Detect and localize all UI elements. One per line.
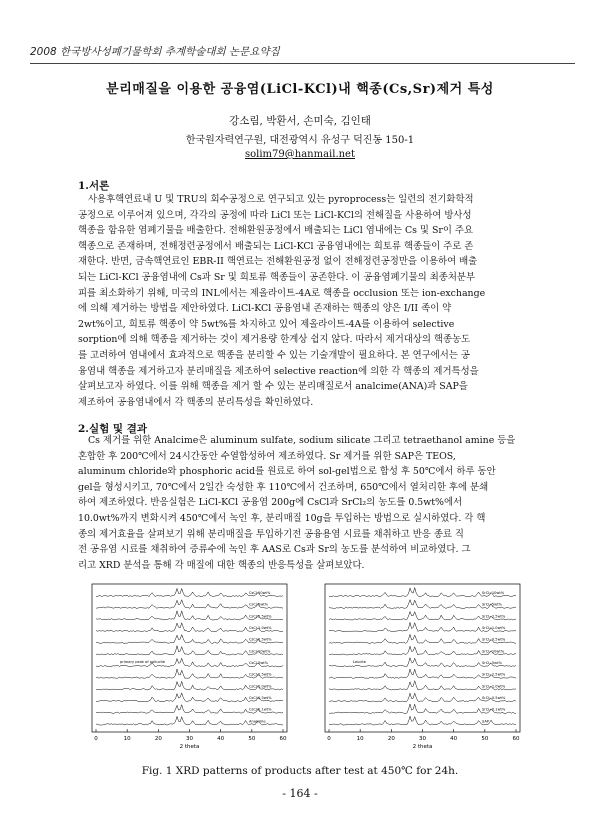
text-line: 전 공유염 시료를 채취하여 증류수에 녹인 후 AAS로 Cs과 Sr의 농도를 분석하여 비교하였다. 그 bbox=[78, 544, 471, 556]
x-tick-label: 60 bbox=[279, 736, 287, 742]
trace-label: CsCl 5wt% bbox=[249, 602, 269, 607]
xrd-plot-right bbox=[315, 580, 530, 750]
trace-label: SrCl₂ 5wt% bbox=[482, 661, 502, 665]
text-line: 되는 LiCl-KCl 공융염내에 Cs과 Sr 및 희토류 핵종들이 공존한다. 이 공융염폐기물의 최종처분부 bbox=[78, 271, 475, 283]
x-tick-label: 40 bbox=[450, 736, 458, 742]
text-line: 10.0wt%까지 변화시켜 450℃에서 녹인 후, 분리매질 10g을 투입하는 방법으로 실시하였다. 각 핵 bbox=[78, 512, 486, 524]
text-line: 에 의해 제거하는 방법을 제안하였다. LiCl-KCl 공융염내 존재하는 핵종의 양은 I/II 족이 약 bbox=[78, 303, 452, 315]
intro-paragraph bbox=[78, 192, 526, 410]
x-tick-label: 50 bbox=[248, 736, 256, 742]
affiliation: 한국원자력연구원, 대전광역시 유성구 덕진동 150-1 bbox=[185, 135, 415, 146]
trace-label: SrCl₂ 0.5wt% bbox=[482, 696, 506, 700]
header-rule bbox=[30, 63, 575, 64]
x-tick-label: 0 bbox=[327, 736, 331, 742]
x-axis-label: 2 theta bbox=[179, 744, 200, 750]
peak-annotation: Leucite bbox=[353, 660, 367, 664]
text-line: 를 고려하여 염내에서 효과적으로 핵종을 분리할 수 있는 기술개발이 필요하다. 본 연구에서는 공 bbox=[78, 349, 470, 361]
trace-label: CsCl 1.0wt% bbox=[249, 626, 272, 630]
x-tick-label: 30 bbox=[419, 736, 426, 742]
text-line: 재한다. 반면, 금속핵연료인 EBR-II 핵연료는 전해환원공정 없이 전해정련공정만을 이용하여 배출 bbox=[78, 256, 478, 268]
trace-label: SrCl₂ 5wt% bbox=[482, 602, 502, 607]
figure-caption: Fig. 1 XRD patterns of products after test at 450℃ for 24h. bbox=[141, 765, 459, 777]
trace-label: SrCl₂ 1.0wt% bbox=[482, 684, 506, 689]
x-tick-label: 20 bbox=[387, 736, 395, 742]
trace-label: SrCl₂ 2.5wt% bbox=[482, 614, 506, 619]
section-heading-experiment: 2.실험 및 결과 bbox=[78, 423, 147, 435]
xrd-plot-left bbox=[82, 580, 297, 750]
trace-label: CsCl 2.5wt% bbox=[249, 614, 272, 619]
text-line: 핵종으로 존재하며, 전해정련공정에서 배출되는 LiCl-KCl 공융염내에는 희토류 핵종들이 주로 존 bbox=[78, 240, 474, 252]
x-tick-label: 0 bbox=[94, 736, 98, 742]
x-axis-label: 2 theta bbox=[412, 744, 433, 750]
x-tick-label: 10 bbox=[123, 736, 131, 742]
text-line: 제조하여 공융염내에서 각 핵종의 분리특성을 확인하였다. bbox=[78, 396, 314, 408]
text-line: 융염내 핵종을 제거하고자 분리매질을 제조하여 selective reaction에 의한 각 핵종의 제거특성을 bbox=[78, 365, 479, 377]
text-line: sorption에 의해 핵종을 제거하는 것이 제거용량 한계상 쉽지 않다. 따라서 제거대상의 핵종농도 bbox=[78, 334, 471, 346]
email-link[interactable]: solim79@hanmail.net bbox=[245, 149, 355, 160]
trace-label: SrCl₂ 0.5wt% bbox=[482, 637, 506, 642]
trace-label: CsCl 2.5wt% bbox=[249, 672, 272, 677]
x-tick-label: 30 bbox=[186, 736, 193, 742]
trace-label: CsCl 10wt% bbox=[249, 649, 271, 654]
trace-label: Analcime bbox=[249, 719, 266, 724]
text-line: 하여 제조하였다. 반응실험은 LiCl-KCl 공융염 200g에 CsCl과 SrCl₂의 농도를 0.5wt%에서 bbox=[78, 497, 463, 509]
trace-label: SrCl₂ 1.0wt% bbox=[482, 626, 506, 630]
text-line: 사용후핵연료내 U 및 TRU의 회수공정으로 연구되고 있는 pyroprocess는 일련의 전기화학적 bbox=[88, 194, 474, 205]
text-line: 혼합한 후 200℃에서 24시간동안 수열합성하여 제조하였다. Sr 제거를 위한 SAP은 TEOS, bbox=[78, 450, 456, 462]
trace-label: CsCl 0.5wt% bbox=[249, 637, 272, 642]
trace-label: CsCl 0.1wt% bbox=[249, 707, 272, 712]
text-line: 리고 XRD 분석을 통해 각 매질에 대한 핵종의 반응특성을 살펴보았다. bbox=[78, 559, 365, 571]
x-tick-label: 50 bbox=[481, 736, 489, 742]
authors: 강소림, 박환서, 손미숙, 김인태 bbox=[229, 115, 371, 127]
text-line: gel을 형성시키고, 70℃에서 2일간 숙성한 후 110℃에서 건조하며, 650℃에서 열처리한 후에 분쇄 bbox=[78, 481, 489, 493]
x-tick-label: 10 bbox=[356, 736, 364, 742]
trace-label: SrCl₂ 10wt% bbox=[482, 649, 505, 654]
conference-header: 2008 한국방사성폐기물학회 추계학술대회 논문요약집 bbox=[30, 46, 280, 58]
trace-label: CsCl 0.5wt% bbox=[249, 696, 272, 700]
x-tick-label: 20 bbox=[154, 736, 162, 742]
section-heading-intro: 1.서론 bbox=[78, 180, 110, 192]
trace-label: CsCl 1.0wt% bbox=[249, 684, 272, 689]
text-line: Cs 제거를 위한 Analcime은 aluminum sulfate, sodium silicate 그리고 tetraethanol amine 등을 bbox=[88, 435, 516, 446]
trace-label: CsCl 10wt% bbox=[249, 591, 271, 595]
x-tick-label: 60 bbox=[512, 736, 520, 742]
trace-label: SrCl₂ 0.1wt% bbox=[482, 707, 506, 712]
text-line: 핵종을 함유한 염폐기물을 배출한다. 전해환원공정에서 배출되는 LiCl 염내에는 Cs 및 Sr이 주요 bbox=[78, 225, 474, 237]
experiment-paragraph bbox=[78, 433, 526, 573]
paper-title: 분리매질을 이용한 공융염(LiCl-KCl)내 핵종(Cs,Sr)제거 특성 bbox=[106, 82, 494, 97]
trace-label: SrCl₂ 2.5wt% bbox=[482, 672, 506, 677]
text-line: 피를 최소화하기 위해, 미국의 INL에서는 제올라이트-4A로 핵종을 occlusion 또는 ion-exchange bbox=[78, 287, 486, 299]
x-tick-label: 40 bbox=[217, 736, 225, 742]
text-line: aluminum chloride와 phosphoric acid를 원료로 하여 sol-gel법으로 합성 후 50℃에서 하루 동안 bbox=[78, 466, 496, 478]
text-line: 살펴보고자 하였다. 이를 위해 핵종을 제거 할 수 있는 분리매질로서 analcime(ANA)과 SAP을 bbox=[78, 381, 468, 393]
text-line: 종의 제거효율을 살펴보기 위해 분리매질을 투입하기전 공융용염 시료를 채취하고 반응 종료 직 bbox=[78, 528, 464, 540]
xrd-figure-cs bbox=[82, 580, 297, 750]
trace-label: SrCl₂ 10wt% bbox=[482, 591, 505, 595]
text-line: 2wt%이고, 희토류 핵종이 약 5wt%를 차지하고 있어 제올라이트-4A를 이용하여 selective bbox=[78, 318, 455, 330]
trace-label: SAP bbox=[482, 719, 489, 724]
peak-annotation: primary peak of pollucite bbox=[120, 660, 166, 664]
xrd-figure-sr bbox=[315, 580, 530, 750]
page-number: - 164 - bbox=[282, 787, 318, 800]
text-line: 공정으로 이루어져 있으며, 각각의 공정에 따라 LiCl 또는 LiCl-KCl의 전해질을 사용하여 방사성 bbox=[78, 209, 472, 221]
trace-label: CsCl 5wt% bbox=[249, 661, 269, 665]
